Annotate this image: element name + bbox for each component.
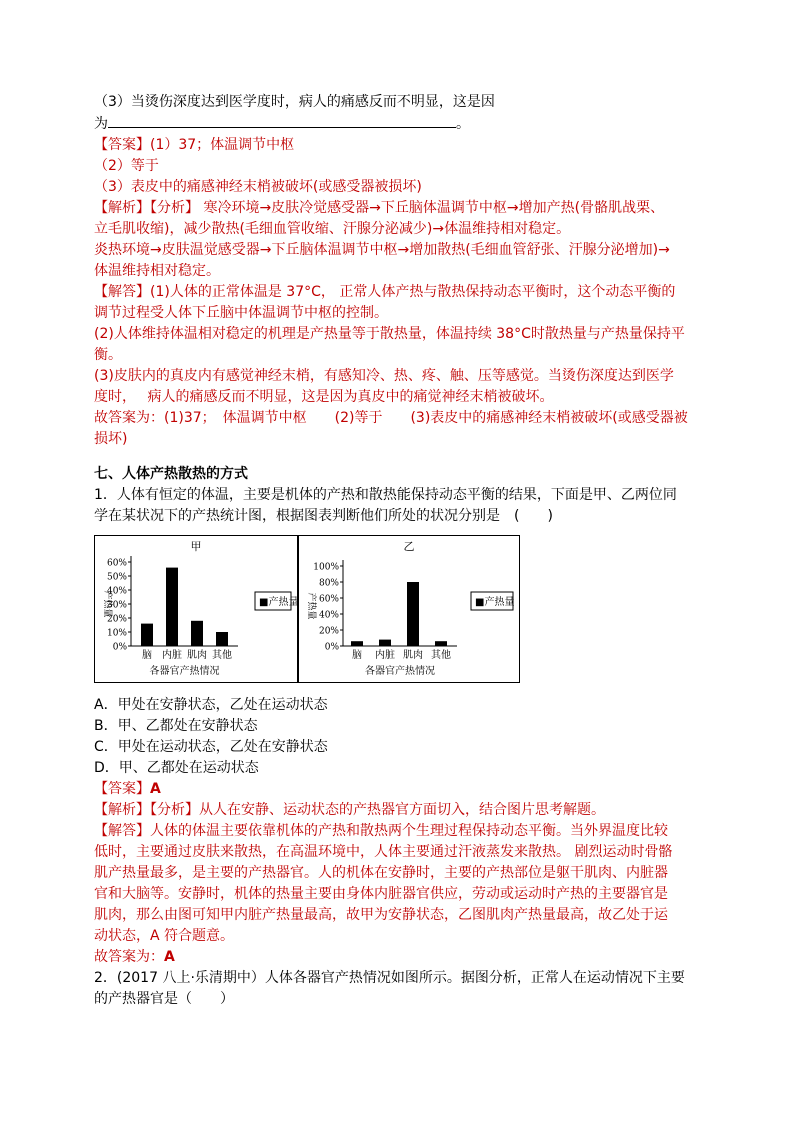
x-tick-label: 脑 <box>352 650 362 661</box>
chart-yi-svg <box>299 536 519 682</box>
x-tick-label: 内脏 <box>375 650 395 661</box>
option-d[interactable]: D．甲、乙都处在运动状态 <box>94 760 259 776</box>
analysis-1b: 立毛肌收缩)，减少散热(毛细血管收缩、汗腺分泌减少)→体温维持相对稳定。 <box>94 221 571 237</box>
y-tick-label: 80% <box>318 578 339 589</box>
solution-2a: (2)人体维持体温相对稳定的机理是产热量等于散热量，体温持续 38°C时散热量与产热量保持平 <box>94 326 685 342</box>
solution-1a: 【解答】(1)人体的正常体温是 37°C， 正常人体产热与散热保持动态平衡时，这个动态平衡的 <box>94 284 676 300</box>
bar-脑 <box>351 641 363 646</box>
bar-脑 <box>141 624 153 646</box>
solution-q1-c: 肌产热量最多，是主要的产热器官。人的机体在安静时，主要的产热部位是躯干肌肉、内脏器 <box>94 865 668 881</box>
final-answer-a: 故答案为：(1)37； 体温调节中枢 (2)等于 (3)表皮中的痛感神经末梢被破坏(或感受器被 <box>94 410 688 426</box>
answer-line-2: （2）等于 <box>94 158 159 174</box>
x-tick-label: 脑 <box>142 650 152 661</box>
bar-其他 <box>435 641 447 646</box>
bar-内脏 <box>166 568 178 646</box>
y-tick-label: 60% <box>318 594 339 605</box>
solution-q1-f: 动状态，A 符合题意。 <box>94 928 235 944</box>
final-answer-b: 损坏) <box>94 431 128 447</box>
solution-2b: 衡。 <box>94 347 122 363</box>
answer-q1: 【答案】A <box>94 781 161 797</box>
chart-title: 甲 <box>190 540 202 553</box>
y-tick-label: 40% <box>106 586 127 597</box>
bar-肌肉 <box>191 621 203 646</box>
analysis-2a: 炎热环境→皮肤温觉感受器→下丘脑体温调节中枢→增加散热(毛细血管舒张、汗腺分泌增加)→ <box>94 242 670 258</box>
solution-3b: 度时， 病人的痛感反而不明显，这是因为真皮中的痛觉神经末梢被破坏。 <box>94 389 554 405</box>
y-tick-label: 10% <box>106 628 127 639</box>
y-axis-label: 产热量 <box>306 592 316 620</box>
analysis-1: 【解析】【分析】 寒冷环境→皮肤冷觉感受器→下丘脑体温调节中枢→增加产热(骨骼肌战栗、 <box>94 200 665 216</box>
y-tick-label: 0% <box>112 642 127 653</box>
option-a[interactable]: A．甲处在安静状态，乙处在运动状态 <box>94 697 328 713</box>
answer-line-3: （3）表皮中的痛感神经末梢被破坏(或感受器被损坏) <box>94 179 422 195</box>
answer-blank <box>108 113 456 128</box>
analysis-2b: 体温维持相对稳定。 <box>94 263 220 279</box>
solution-3a: (3)皮肤内的真皮内有感觉神经末梢，有感知冷、热、疼、触、压等感觉。当烫伤深度达到医学 <box>94 368 674 384</box>
question-1b: 学在某状况下的产热统计图，根据图表判断他们所处的状况分别是 ( ) <box>94 508 553 524</box>
y-tick-label: 100% <box>313 562 339 573</box>
y-tick-label: 20% <box>318 626 339 637</box>
analysis-q1: 【解析】【分析】从人在安静、运动状态的产热器官方面切入，结合图片思考解题。 <box>94 802 605 818</box>
document-page <box>94 92 706 1010</box>
solution-q1-e: 肌肉，那么由图可知甲内脏产热量最高，故甲为安静状态，乙图肌肉产热量最高，故乙处于运 <box>94 907 668 923</box>
x-tick-label: 内脏 <box>162 650 182 661</box>
x-tick-label: 肌肉 <box>187 650 207 661</box>
bar-其他 <box>216 632 228 646</box>
option-b[interactable]: B．甲、乙都处在安静状态 <box>94 718 258 734</box>
bar-内脏 <box>379 640 391 646</box>
y-tick-label: 60% <box>106 558 127 569</box>
section-heading: 七、人体产热散热的方式 <box>94 466 248 482</box>
legend-label: ■产热量 <box>475 597 515 608</box>
chart-jia <box>94 535 298 683</box>
y-tick-label: 20% <box>106 614 127 625</box>
bar-肌肉 <box>407 582 419 646</box>
question-1a: 1．人体有恒定的体温，主要是机体的产热和散热能保持动态平衡的结果，下面是甲、乙两位同 <box>94 487 677 503</box>
x-tick-label: 其他 <box>212 650 232 661</box>
answer-block-1: 【答案】(1）37；体温调节中枢 <box>94 137 295 153</box>
q3-line2: 为 。 <box>94 113 706 135</box>
solution-q1-a: 【解答】人体的体温主要依靠机体的产热和散热两个生理过程保持动态平衡。当外界温度比较 <box>94 823 668 839</box>
charts-row <box>94 535 706 683</box>
y-tick-label: 30% <box>106 600 127 611</box>
solution-q1-b: 低时，主要通过皮肤来散热，在高温环境中，人体主要通过汗液蒸发来散热。 剧烈运动时骨骼 <box>94 844 673 860</box>
chart-title: 乙 <box>403 540 415 553</box>
option-c[interactable]: C．甲处在运动状态，乙处在安静状态 <box>94 739 328 755</box>
chart-yi <box>298 535 520 683</box>
chart-jia-svg <box>95 536 297 682</box>
x-axis-label: 各器官产热情况 <box>365 666 435 677</box>
y-tick-label: 0% <box>324 642 339 653</box>
y-tick-label: 50% <box>106 572 127 583</box>
question-2b: 的产热器官是（ ） <box>94 991 234 1007</box>
solution-1b: 调节过程受人体下丘脑中体温调节中枢的控制。 <box>94 305 388 321</box>
solution-q1-d: 官和大脑等。安静时，机体的热量主要由身体内脏器官供应，劳动或运动时产热的主要器官是 <box>94 886 668 902</box>
y-axis-label: 产热量 <box>102 590 112 618</box>
x-tick-label: 其他 <box>431 650 451 661</box>
y-tick-label: 40% <box>318 610 339 621</box>
x-axis-label: 各器官产热情况 <box>149 666 220 677</box>
final-answer-q1: 故答案为：A <box>94 949 175 965</box>
x-tick-label: 肌肉 <box>403 650 423 661</box>
question-2a: 2．(2017 八上·乐清期中）人体各器官产热情况如图所示。据图分析，正常人在运动情况下主要 <box>94 970 685 986</box>
q3-line1: （3）当烫伤深度达到医学度时，病人的痛感反而不明显，这是因 <box>94 94 495 110</box>
legend-label: ■产热量 <box>259 597 297 608</box>
